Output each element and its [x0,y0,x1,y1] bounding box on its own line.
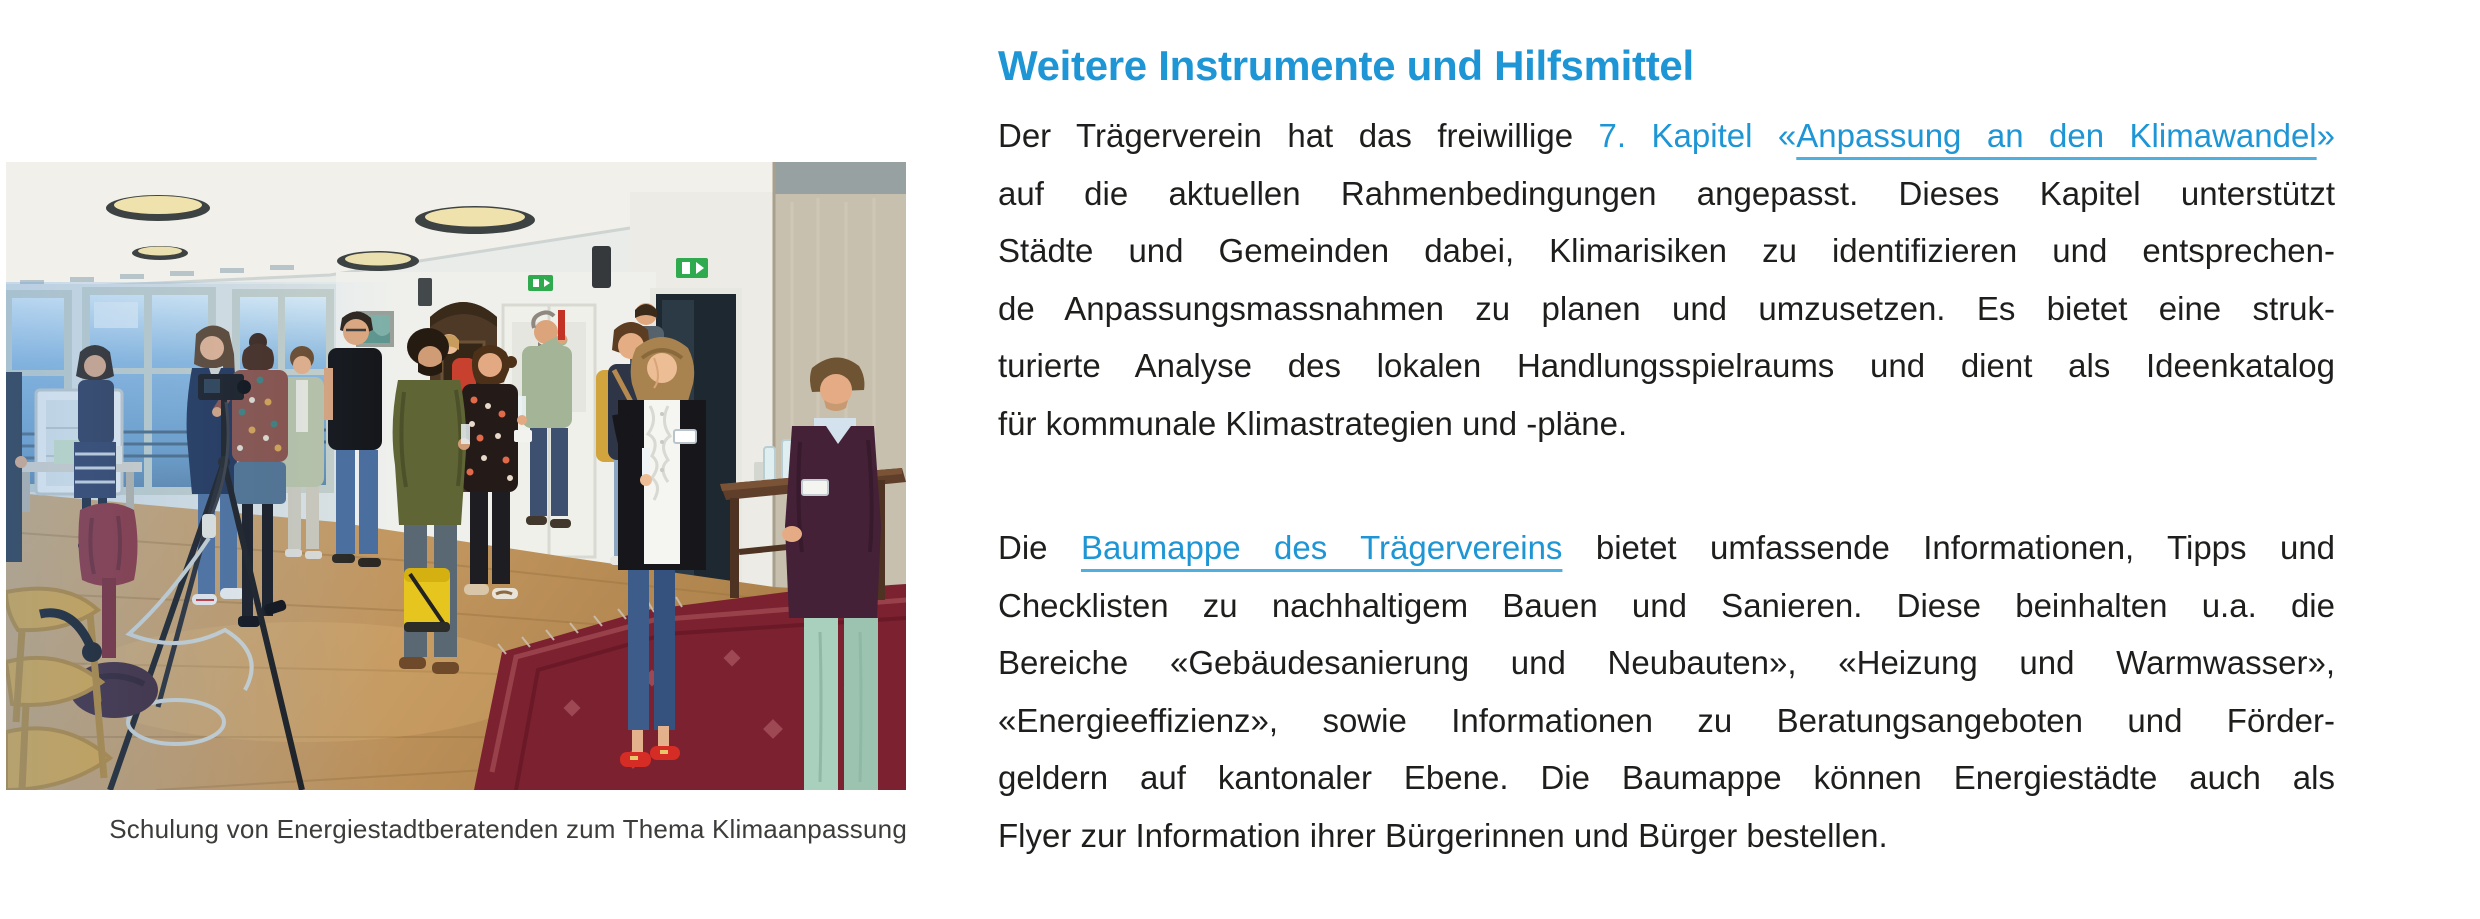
text-line [998,634,2335,692]
text-line [998,222,2335,280]
text-segment: geldern auf kantonaler Ebene. Die Baumappe können Energiestädte auch als [998,759,2335,796]
text-segment: «Energieeffizienz», sowie Informationen zu Beratungsangeboten und Förder- [998,701,2335,739]
text-segment: Der Trägerverein hat das freiwillige [998,117,1599,154]
event-photo-illustration [6,162,906,790]
text-line [998,280,2335,338]
text-segment: bietet umfassende Informationen, Tipps und [1562,529,2336,566]
paragraph-instruments [998,107,2335,452]
paragraph-baumappe [998,519,2335,864]
text-segment: Die [998,529,1081,566]
exit-sign-icon [528,275,553,291]
exit-sign-icon [676,258,708,278]
text-segment: 7. Kapitel « [1598,117,1797,154]
yellow-bag [404,568,450,632]
text-line [998,807,2335,865]
text-line [998,749,2335,807]
light-cast [6,282,396,790]
text-line [998,107,2335,165]
text-segment: Flyer zur Information ihrer Bürgerinnen und Bürger bestellen. [998,816,1888,854]
text-segment: turierte Analyse des lokalen Handlungsspielraums und dient als Ideenkatalog [998,347,2335,384]
text-segment: Städte und Gemeinden dabei, Klimarisiken zu identifizieren und entsprechen- [998,232,2335,269]
text-segment: auf die aktuellen Rahmenbedingungen angepasst. Dieses Kapitel unterstützt [998,174,2335,212]
text-line [998,395,2335,453]
text-line [998,337,2335,395]
text-line [998,519,2335,577]
text-line [998,692,2335,750]
text-column [998,40,2335,864]
section-heading: Weitere Instrumente und Hilfsmittel [998,42,1694,89]
text-link[interactable]: Baumappe des Trägervereins [1080,529,1563,566]
text-line [998,577,2335,635]
text-segment: » [2316,117,2336,154]
text-line [998,165,2335,223]
text-segment: Checklisten zu nachhaltigem Bauen und Sanieren. Diese beinhalten u.a. die [998,586,2335,624]
text-segment: für kommunale Klimastrategien und -pläne. [998,404,1628,442]
event-photo [6,162,906,790]
photo-caption: Schulung von Energiestadtberatenden zum Thema Klimaanpassung [109,814,907,844]
text-link[interactable]: Anpassung an den Klimawandel [1796,117,2317,154]
text-segment: de Anpassungsmassnahmen zu planen und umzusetzen. Es bietet eine struk- [998,289,2335,327]
text-segment: Bereiche «Gebäudesanierung und Neubauten», «Heizung und Warmwasser», [998,644,2335,681]
